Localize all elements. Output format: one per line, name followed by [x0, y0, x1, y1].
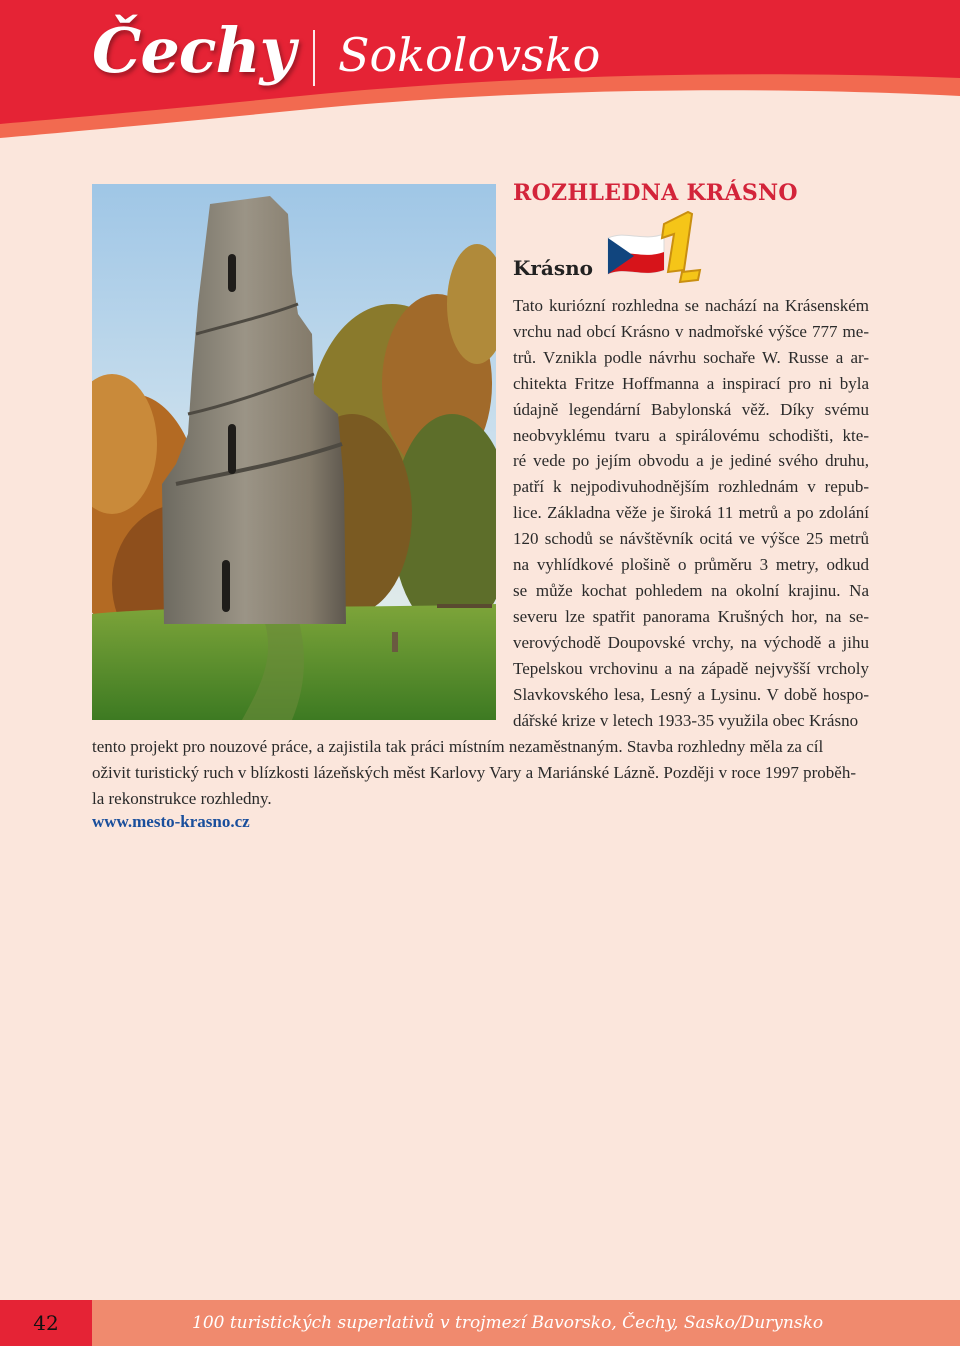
footer-bar — [0, 1300, 960, 1346]
text-line: Tato kuriózní rozhledna se nachází na Krásenském — [513, 296, 869, 315]
czech-flag-number-one-icon — [604, 208, 704, 284]
header-divider — [313, 30, 315, 86]
text-line: severu lze spatřit panorama Krušných hor, na se- — [513, 606, 869, 626]
region-title: Čechy — [92, 14, 295, 87]
text-line: chitekta Fritze Hoffmanna a inspirací pro ni byla — [513, 373, 869, 393]
text-line: verovýchodě Doupovské vrchy, na východě a jihu — [513, 632, 869, 652]
text-line: dářské krize v letech 1933-35 využila obec Krásno — [513, 710, 859, 730]
article-full-text — [92, 734, 870, 812]
text-line: la rekonstrukce rozhledny. — [92, 788, 272, 808]
text-line: tento projekt pro nouzové práce, a zajistila tak práci místním nezaměstnaným. Stavba rozhledny měla za cíl — [92, 737, 824, 756]
text-line: 120 schodů se návštěvník ocitá ve výšce 25 metrů — [513, 529, 869, 549]
page-number-box — [0, 1300, 92, 1346]
text-line: se může kochat pohledem na okolní krajinu. Na — [513, 580, 869, 600]
text-line: patří k nejpodivuhodnějším rozhlednám v repub- — [513, 477, 869, 497]
district-title: Sokolovsko — [338, 28, 601, 82]
text-line: lice. Základna věže je široká 11 metrů a po zdolání — [513, 503, 869, 523]
tower-photo — [92, 184, 496, 720]
footer-title: 100 turistických superlativů v trojmezí Bavorsko, Čechy, Sasko/Durynsko — [192, 1313, 824, 1333]
text-line: vrchu nad obcí Krásno v nadmořské výšce 777 me- — [513, 321, 869, 341]
tower-illustration — [92, 184, 496, 720]
text-line: neobvyklému tvaru a spirálovému schodišti, kte- — [513, 425, 869, 445]
article-title: ROZHLEDNA KRÁSNO — [513, 180, 798, 206]
text-line: Tepelskou vrchovinu a na západě nejvyšší vrcholy — [513, 658, 869, 678]
text-line: na vyhlídkové plošině o průměru 3 metry, odkud — [513, 555, 869, 575]
text-line: oživit turistický ruch v blízkosti lázeňských měst Karlovy Vary a Mariánské Lázně. Později v roce 1997 proběh- — [92, 762, 856, 782]
page-number: 42 — [33, 1311, 59, 1335]
text-line: ré vede po jejím obvodu a je jediné svého druhu, — [513, 451, 869, 471]
header-banner — [0, 0, 960, 150]
text-line: údajně legendární Babylonská věž. Díky svému — [513, 399, 869, 419]
article-column-text — [513, 293, 869, 733]
website-link[interactable]: www.mesto-krasno.cz — [92, 812, 250, 831]
text-line: Slavkovského lesa, Lesný a Lysinu. V době hospo- — [513, 684, 869, 704]
place-name: Krásno — [513, 256, 594, 280]
text-line: trů. Vznikla podle návrhu sochaře W. Russe a ar- — [513, 347, 869, 367]
